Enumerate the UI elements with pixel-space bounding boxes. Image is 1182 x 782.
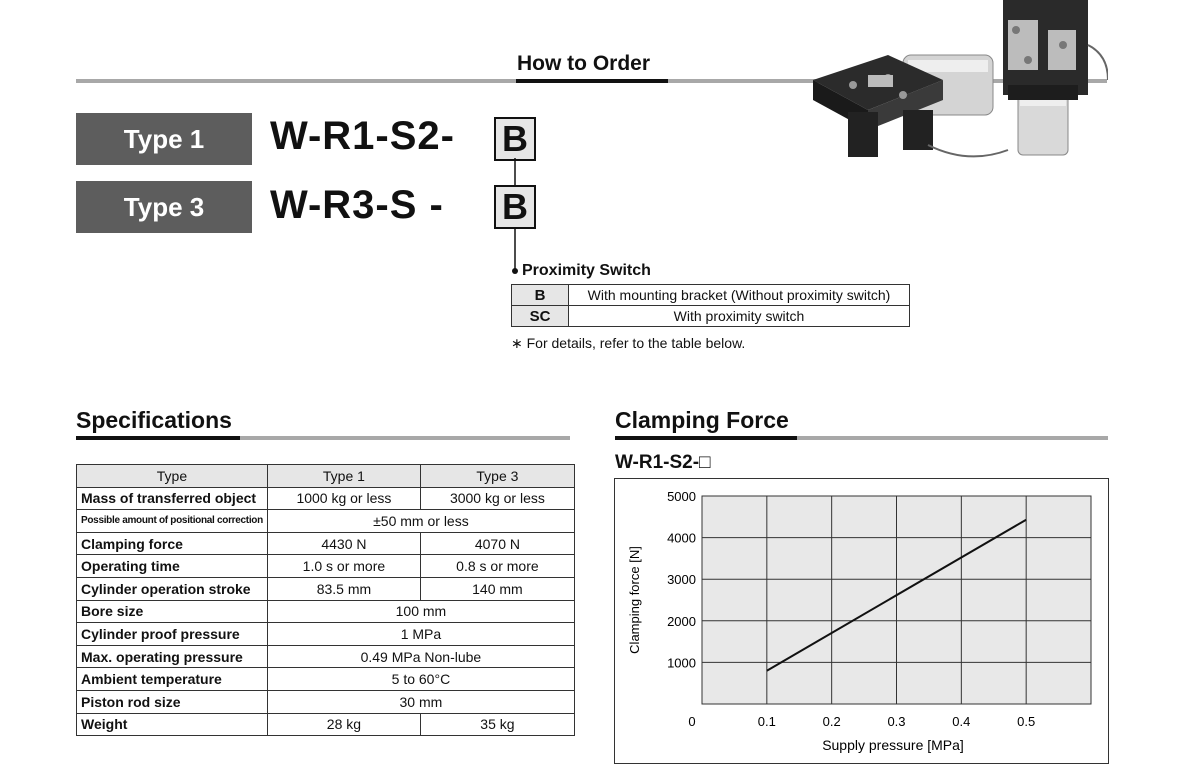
table-row [77, 600, 575, 623]
spec-value: 1.0 s or more [267, 555, 420, 578]
x-tick-label: 0.5 [1017, 714, 1036, 729]
type3-box [76, 181, 252, 233]
details-note: ∗ For details, refer to the table below. [511, 335, 746, 351]
table-row [512, 306, 910, 327]
spec-label: Weight [77, 713, 268, 736]
y-tick-label: 4000 [667, 530, 696, 546]
spec-label: Max. operating pressure [77, 645, 268, 668]
table-row [77, 668, 575, 691]
spec-value: 28 kg [267, 713, 420, 736]
table-row [77, 623, 575, 646]
type1-label: Type 1 [123, 123, 205, 154]
product-photo [808, 0, 1108, 170]
specifications-underline [76, 436, 240, 440]
type1-model-code: W-R1-S2- [270, 114, 455, 158]
y-tick-label: 3000 [667, 572, 696, 588]
table-row [77, 510, 575, 533]
table-row [77, 532, 575, 555]
y-tick-label: 2000 [667, 613, 696, 629]
table-row [77, 713, 575, 736]
type1-option-box [494, 117, 536, 161]
spec-label: Mass of transferred object [77, 487, 268, 510]
type1-option-code: B [502, 118, 528, 159]
table-row [512, 285, 910, 306]
spec-label: Operating time [77, 555, 268, 578]
proximity-desc: With proximity switch [569, 306, 910, 327]
spec-value: 5 to 60°C [267, 668, 574, 691]
spec-label: Possible amount of positional correction [77, 510, 268, 533]
table-row [77, 487, 575, 510]
y-tick-label: 1000 [667, 655, 696, 671]
clamping-force-title: Clamping Force [615, 407, 789, 433]
column-header: Type [77, 465, 268, 488]
how-to-order-title: How to Order [517, 52, 651, 75]
product-unit-horizontal [813, 55, 1008, 157]
spec-value: 4430 N [267, 532, 420, 555]
specifications-title: Specifications [76, 407, 232, 433]
option-connector [505, 158, 529, 278]
clamping-force-chart [615, 479, 1108, 763]
spec-label: Cylinder operation stroke [77, 577, 268, 600]
spec-label: Ambient temperature [77, 668, 268, 691]
spec-value: 140 mm [420, 577, 574, 600]
product-unit-vertical [1003, 0, 1108, 155]
spec-value: 3000 kg or less [420, 487, 574, 510]
spec-value: 100 mm [267, 600, 574, 623]
table-row [77, 555, 575, 578]
spec-value: 30 mm [267, 690, 574, 713]
type3-label: Type 3 [123, 191, 205, 222]
column-header: Type 1 [267, 465, 420, 488]
proximity-switch-title: Proximity Switch [522, 262, 651, 279]
spec-label: Piston rod size [77, 690, 268, 713]
table-row [77, 690, 575, 713]
spec-value: 35 kg [420, 713, 574, 736]
spec-label: Bore size [77, 600, 268, 623]
chart-subtitle: W-R1-S2-□ [615, 452, 711, 473]
x-tick-label: 0.4 [952, 714, 971, 729]
x-tick-label: 0.1 [757, 714, 776, 729]
spec-value: 1 MPa [267, 623, 574, 646]
x-tick-label: 0.2 [822, 714, 841, 729]
spec-value: 83.5 mm [267, 577, 420, 600]
clamping-force-underline [615, 436, 797, 440]
how-to-order-underline [516, 79, 668, 83]
spec-label: Cylinder proof pressure [77, 623, 268, 646]
proximity-code: SC [512, 306, 569, 327]
type3-model-code: W-R3-S - [270, 183, 444, 227]
x-tick-label: 0 [688, 714, 696, 729]
y-tick-label: 5000 [667, 489, 696, 504]
x-axis-label: Supply pressure [MPa] [822, 737, 964, 753]
spec-value: 4070 N [420, 532, 574, 555]
connector-dot [512, 268, 518, 274]
proximity-code: B [512, 285, 569, 306]
specifications-table [76, 464, 575, 736]
type1-box [76, 113, 252, 165]
x-tick-label: 0.3 [887, 714, 906, 729]
spec-label: Clamping force [77, 532, 268, 555]
spec-value: 1000 kg or less [267, 487, 420, 510]
type3-option-code: B [502, 186, 528, 227]
spec-value: 0.49 MPa Non-lube [267, 645, 574, 668]
chart-frame [614, 478, 1109, 764]
spec-value: 0.8 s or more [420, 555, 574, 578]
table-header-row [77, 465, 575, 488]
spec-value: ±50 mm or less [267, 510, 574, 533]
table-row [77, 645, 575, 668]
proximity-desc: With mounting bracket (Without proximity switch) [569, 285, 910, 306]
column-header: Type 3 [420, 465, 574, 488]
table-row [77, 577, 575, 600]
y-axis-label: Clamping force [N] [627, 546, 642, 654]
proximity-switch-table [511, 284, 910, 327]
